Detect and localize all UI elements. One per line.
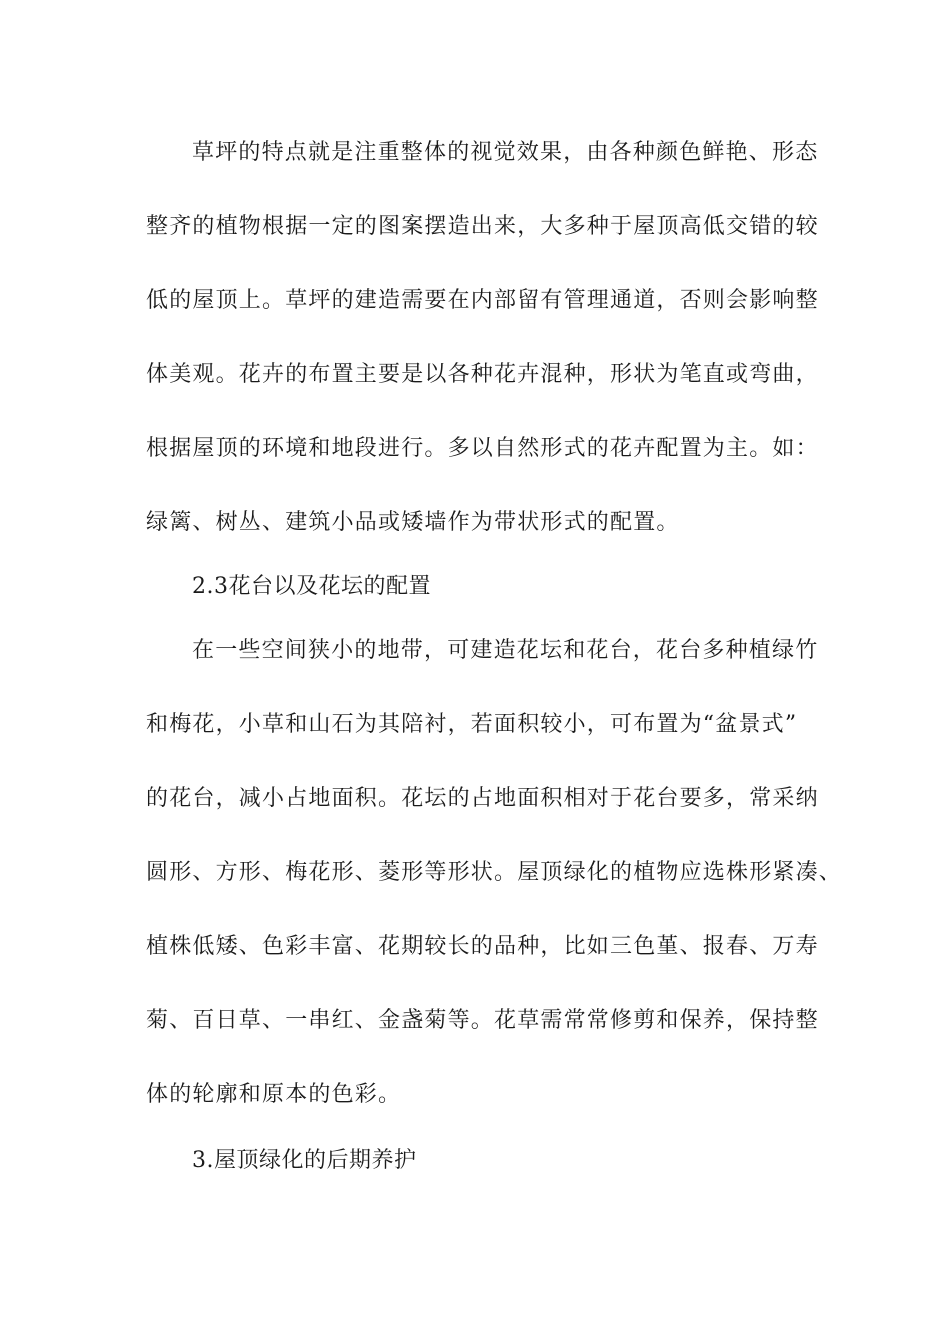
paragraph-1-line-1: 草坪的特点就是注重整体的视觉效果，由各种颜色鲜艳、形态	[192, 140, 819, 165]
paragraph-1-line-2: 整齐的植物根据一定的图案摆造出来，大多种于屋顶高低交错的较	[146, 214, 819, 239]
paragraph-2-line-7: 体的轮廓和原本的色彩。	[146, 1082, 402, 1107]
paragraph-1-line-6: 绿篱、树丛、建筑小品或矮墙作为带状形式的配置。	[146, 510, 680, 535]
paragraph-2-line-6: 菊、百日草、一串红、金盏菊等。花草需常常修剪和保养，保持整	[146, 1008, 819, 1033]
paragraph-1-line-3: 低的屋顶上。草坪的建造需要在内部留有管理通道，否则会影响整	[146, 288, 819, 313]
paragraph-1-line-4: 体美观。花卉的布置主要是以各种花卉混种，形状为笔直或弯曲，	[146, 362, 819, 387]
paragraph-1-line-5: 根据屋顶的环境和地段进行。多以自然形式的花卉配置为主。如：	[146, 436, 819, 461]
paragraph-2-line-2: 和梅花，小草和山石为其陪衬，若面积较小，可布置为“盆景式”	[146, 712, 798, 737]
paragraph-2-line-3: 的花台，减小占地面积。花坛的占地面积相对于花台要多，常采纳	[146, 786, 819, 811]
section-heading-3: 3.屋顶绿化的后期养护	[192, 1148, 417, 1173]
paragraph-2-line-1: 在一些空间狭小的地带，可建造花坛和花台，花台多种植绿竹	[192, 638, 819, 663]
paragraph-2-line-4: 圆形、方形、梅花形、菱形等形状。屋顶绿化的植物应选株形紧凑、	[146, 860, 843, 885]
paragraph-2-line-5: 植株低矮、色彩丰富、花期较长的品种，比如三色堇、报春、万寿	[146, 934, 819, 959]
section-heading-2-3: 2.3花台以及花坛的配置	[192, 574, 431, 599]
